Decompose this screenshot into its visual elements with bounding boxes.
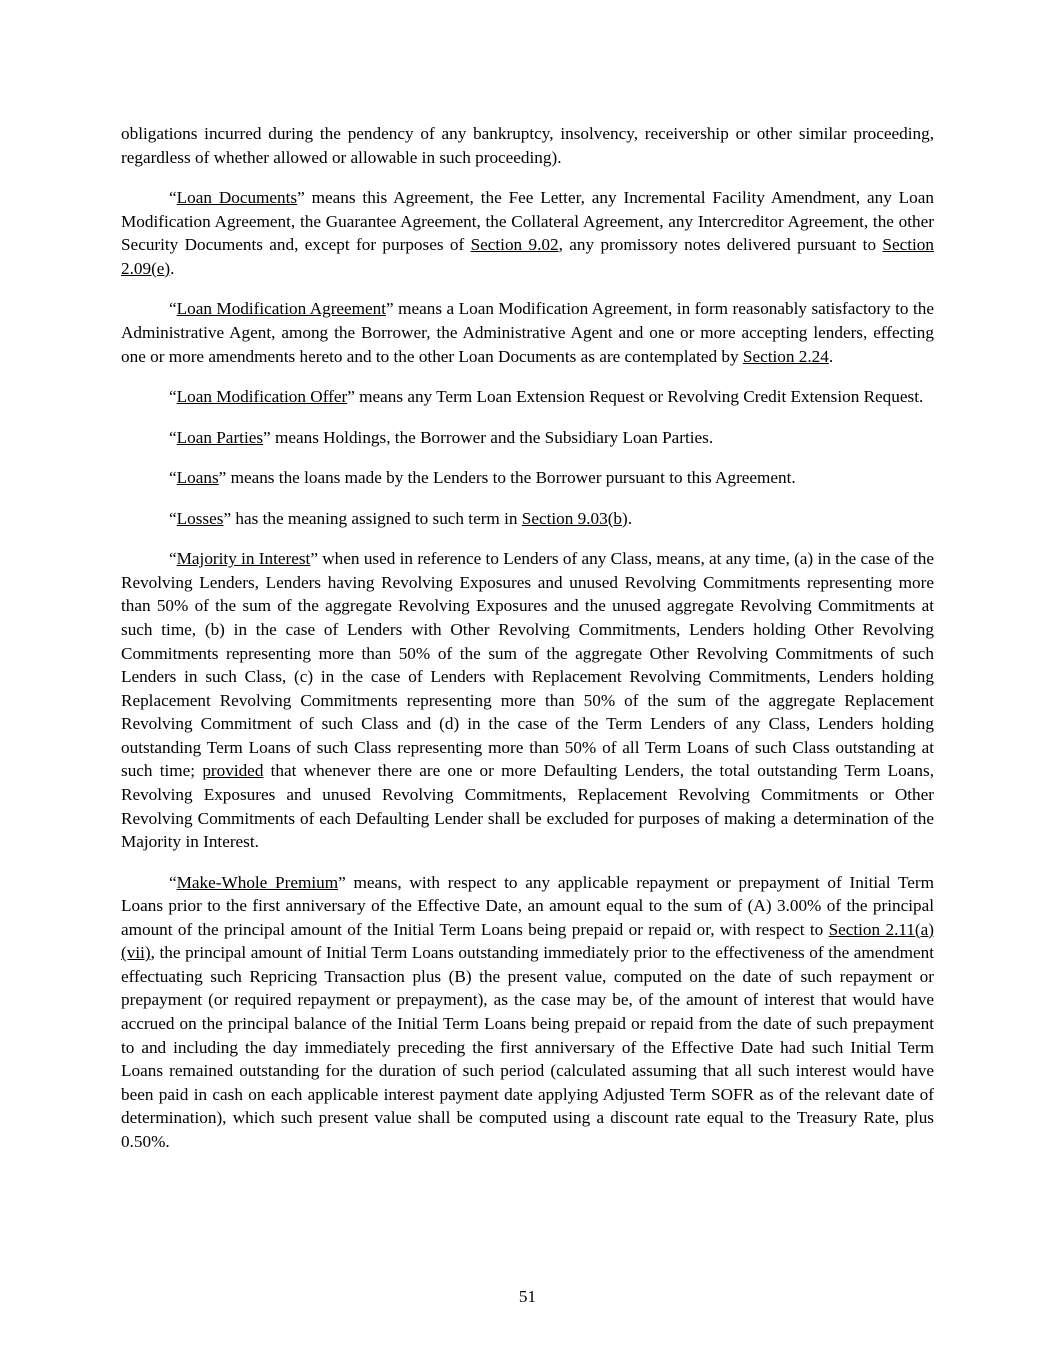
defined-term: Section 2.24 <box>742 346 829 366</box>
text-run: ” has the meaning assigned to such term in <box>223 508 522 528</box>
paragraph-p9 <box>121 871 934 1154</box>
text-run: ” means, with respect to any applicable repayment or prepayment of Initial Term Loans prior to the first anniversary of the Effective Date, an amount equal to the sum of (A) 3.00% of the principal amount of the principal amount of the Initial Term Loans being prepaid or repaid or, with respect to <box>121 872 934 939</box>
text-run: “ <box>169 188 177 208</box>
paragraph-p8 <box>121 547 934 853</box>
page-number: 51 <box>518 1287 537 1306</box>
text-run: ” means the loans made by the Lenders to the Borrower pursuant to this Agreement. <box>218 468 796 488</box>
text-run: . <box>170 258 175 278</box>
defined-term: provided <box>202 761 264 781</box>
document-body <box>121 122 934 1153</box>
text-run: . <box>627 508 633 528</box>
defined-term: Loan Parties <box>176 427 264 447</box>
defined-term: Majority in Interest <box>176 549 311 569</box>
paragraph-p1 <box>121 122 934 169</box>
defined-term: Section 2.11(a)(vii) <box>121 919 934 963</box>
defined-term: Section 9.03(b) <box>521 508 628 528</box>
paragraph-p4 <box>121 385 934 409</box>
text-run: that whenever there are one or more Defaulting Lenders, the total outstanding Term Loans, Revolving Exposures and unused Revolving Commitments, Replacement Revolving Commitments or Other Revolving Commitments of each Defaulting Lender shall be excluded for purposes of making a determination of the Majority in Interest. <box>121 761 934 852</box>
text-run: ” means a Loan Modification Agreement, in form reasonably satisfactory to the Administrative Agent, among the Borrower, the Administrative Agent and one or more accepting lenders, effecting one or more amendments hereto and to the other Loan Documents as are contemplated by <box>121 299 934 366</box>
text-run: , any promissory notes delivered pursuant to <box>558 235 883 255</box>
text-run: ” means this Agreement, the Fee Letter, any Incremental Facility Amendment, any Loan Modification Agreement, the Guarantee Agreement, the Collateral Agreement, any Intercreditor Agreement, the other Security Documents and, except for purposes of <box>121 188 934 255</box>
text-run: “ <box>169 872 177 892</box>
defined-term: Loan Modification Offer <box>176 387 348 407</box>
text-run: ” when used in reference to Lenders of any Class, means, at any time, (a) in the case of the Revolving Lenders, Lenders having Revolving Exposures and unused Revolving Commitments representing more than 50% of the sum of the aggregate Revolving Exposures and the unused aggregate Revolving Commitments at such time, (b) in the case of Lenders with Other Revolving Commitments, Lenders holding Other Revolving Commitments representing more than 50% of the sum of the aggregate Other Revolving Commitments of such Lenders in such Class, (c) in the case of Lenders with Replacement Revolving Commitments, Lenders holding Replacement Revolving Commitments representing more than 50% of the sum of the aggregate Replacement Revolving Commitment of such Class and (d) in the case of the Term Lenders of any Class, Lenders holding outstanding Term Loans of such Class representing more than 50% of all Term Loans of such Class outstanding at such time; <box>121 549 934 781</box>
defined-term: Losses <box>176 508 224 528</box>
text-run: “ <box>169 468 177 488</box>
paragraph-p6 <box>121 466 934 490</box>
paragraph-p5 <box>121 426 934 450</box>
text-run: obligations incurred during the pendency of any bankruptcy, insolvency, receivership or other similar proceeding, regardless of whether allowed or allowable in such proceeding). <box>121 124 934 167</box>
text-run: “ <box>169 508 177 528</box>
defined-term: Loans <box>176 468 219 488</box>
defined-term: Make-Whole Premium <box>176 872 339 892</box>
text-run: “ <box>169 387 177 407</box>
text-run: “ <box>169 549 177 569</box>
text-run: “ <box>169 299 177 319</box>
text-run: ” means Holdings, the Borrower and the Subsidiary Loan Parties. <box>263 427 714 447</box>
text-run: ” means any Term Loan Extension Request or Revolving Credit Extension Request. <box>347 387 924 407</box>
text-run: , the principal amount of Initial Term Loans outstanding immediately prior to the effectiveness of the amendment effectuating such Repricing Transaction plus (B) the present value, computed on the date of such repayment or prepayment (or required repayment or prepayment), as the case may be, of the amount of interest that would have accrued on the principal balance of the Initial Term Loans being prepaid or repaid from the date of such prepayment to and including the day immediately preceding the first anniversary of the Effective Date had such Initial Term Loans remained outstanding for the duration of such period (calculated assuming that all such interest would have been paid in cash on each applicable interest payment date applying Adjusted Term SOFR as of the relevant date of determination), which such present value shall be computed using a discount rate equal to the Treasury Rate, plus 0.50%. <box>121 943 934 1151</box>
text-run: “ <box>169 427 177 447</box>
text-run: . <box>828 346 834 366</box>
paragraph-p2 <box>121 186 934 280</box>
paragraph-p7 <box>121 507 934 531</box>
defined-term: Section 2.09(e) <box>121 235 934 278</box>
defined-term: Loan Modification Agreement <box>176 299 387 319</box>
defined-term: Section 9.02 <box>470 235 559 255</box>
defined-term: Loan Documents <box>176 188 298 208</box>
paragraph-p3 <box>121 297 934 368</box>
